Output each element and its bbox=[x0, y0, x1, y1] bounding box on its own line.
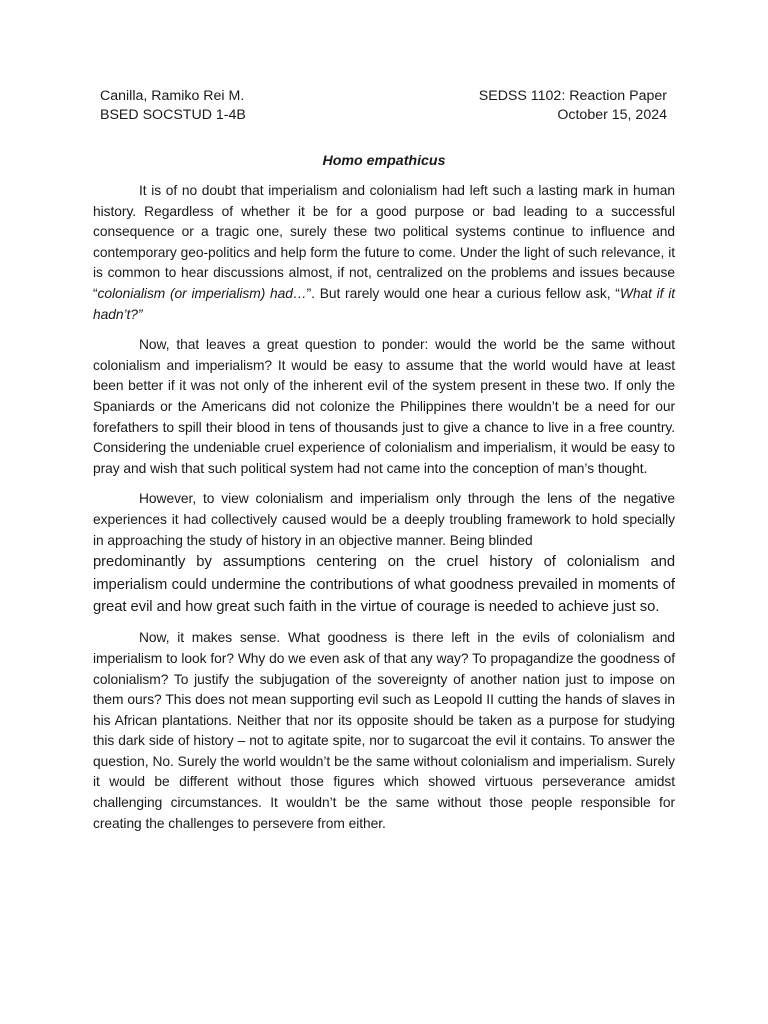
paragraph-1-text-a: It is of no doubt that imperialism and colonialism had left such a lasting mark in human history. Regardless of whether it be for a good purpose or bad leading to a successful consequence or a tragic one, surely these two political systems continue to influence and contemporary geo-politics and help form the future to come. Under the light of such relevance, it is common to hear discussions almost, if not, centralized on the problems and issues because “ bbox=[93, 183, 675, 301]
paragraph-4: Now, it makes sense. What goodness is there left in the evils of colonialism and imperialism to look for? Why do we even ask of that any way? To propagandize the goodness of colonialism? To justify the subjugation of the sovereignty of another nation just to impose on them ours? This does not mean supporting evil such as Leopold II cutting the hands of slaves in his African plantations. Neither that nor its opposite should be taken as a purpose for studying this dark side of history – not to agitate spite, nor to sugarcoat the evil it contains. To answer the question, No. Surely the world wouldn’t be the same without colonialism and imperialism. Surely it would be different without those figures which showed virtuous perseverance amidst challenging circumstances. It wouldn’t be the same without those people responsible for creating the challenges to persevere from either. bbox=[93, 630, 675, 831]
paragraph-2: Now, that leaves a great question to ponder: would the world be the same without colonialism and imperialism? It would be easy to assume that the world would have at least been better if it was not only of the inherent evil of the system present in these two. If only the Spaniards or the Americans did not colonize the Philippines there wouldn’t be a need for our forefathers to spill their blood in tens of thousands just to give a chance to live in a free country. Considering the undeniable cruel experience of colonialism and imperialism, it would be easy to pray and wish that such political system had not came into the conception of man’s thought. bbox=[93, 337, 675, 476]
paper-title: Homo empathicus bbox=[322, 153, 446, 169]
document-header bbox=[93, 87, 675, 125]
paragraph-1-italic-b: What if it hadn’t?” bbox=[93, 285, 675, 322]
paragraph-3 bbox=[93, 489, 675, 551]
paragraph-1-italic-a: colonialism (or imperialism) had… bbox=[97, 285, 307, 301]
paragraph-1 bbox=[93, 181, 675, 325]
document-page bbox=[93, 87, 675, 844]
paragraph-3-text-a: However, to view colonialism and imperialism only through the lens of the negative experiences it had collectively caused would be a deeply troubling framework to hold specially in approaching the study of history in an objective manner. Being blinded bbox=[93, 491, 675, 548]
course-block bbox=[479, 87, 667, 124]
author-name: Canilla, Ramiko Rei M. bbox=[100, 88, 245, 104]
author-section: BSED SOCSTUD 1-4B bbox=[100, 106, 246, 123]
paragraph-1-text-b: ”. But rarely would one hear a curious fellow ask, “ bbox=[306, 285, 620, 301]
course-title: SEDSS 1102: Reaction Paper bbox=[478, 88, 667, 104]
paragraph-3-continued: predominantly by assumptions centering on the cruel history of colonialism and imperialism could undermine the contributions of what goodness prevailed in moments of great evil and how great such faith in the virtue of courage is needed to achieve just so. bbox=[93, 554, 675, 615]
paper-body bbox=[93, 181, 675, 834]
submission-date: October 15, 2024 bbox=[557, 106, 667, 123]
author-block bbox=[100, 87, 246, 124]
